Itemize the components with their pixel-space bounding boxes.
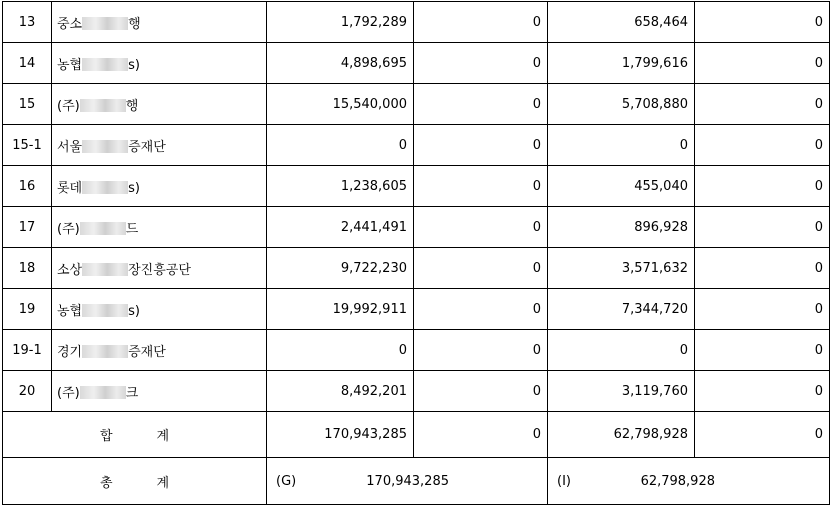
amount-col3: 5,708,880 <box>548 84 695 125</box>
subtotal-label-a: 합 <box>99 429 113 444</box>
amount-col2: 0 <box>414 371 548 412</box>
redacted-block <box>82 304 128 317</box>
name-suffix: 행 <box>128 16 141 32</box>
institution-name <box>52 248 267 289</box>
name-suffix: s) <box>128 57 140 73</box>
total-i-tag: (I) <box>557 473 571 489</box>
row-number: 19-1 <box>3 330 52 371</box>
amount-col4: 0 <box>695 125 830 166</box>
redacted-block <box>82 17 128 30</box>
subtotal-label <box>3 412 267 458</box>
redacted-block <box>82 263 128 276</box>
amount-col4: 0 <box>695 289 830 330</box>
redacted-block <box>80 386 126 399</box>
amount-col1: 1,792,289 <box>267 2 414 43</box>
amount-col2: 0 <box>414 2 548 43</box>
total-label-a: 총 <box>99 475 113 491</box>
name-suffix: 크 <box>125 385 139 401</box>
name-suffix: 증재단 <box>128 139 166 155</box>
redacted-block <box>82 181 128 194</box>
amount-col4: 0 <box>695 166 830 207</box>
total-row <box>3 458 830 505</box>
row-number: 19 <box>3 289 52 330</box>
amount-col1: 1,238,605 <box>267 166 414 207</box>
amount-col1: 9,722,230 <box>267 248 414 289</box>
total-label-b: 계 <box>156 475 170 491</box>
table-row <box>3 248 830 289</box>
row-number: 15 <box>3 84 52 125</box>
name-suffix: 장진흥공단 <box>128 262 191 278</box>
amounts-table <box>2 1 830 505</box>
amount-col2: 0 <box>414 248 548 289</box>
name-prefix: 롯데 <box>57 180 83 196</box>
amount-col4: 0 <box>695 248 830 289</box>
amount-col4: 0 <box>695 330 830 371</box>
institution-name <box>52 43 267 84</box>
total-label <box>3 458 267 505</box>
table-row <box>3 330 830 371</box>
amount-col3: 455,040 <box>548 166 695 207</box>
name-prefix: 농협 <box>57 57 83 73</box>
name-suffix: s) <box>128 303 140 319</box>
table-row <box>3 43 830 84</box>
amount-col3: 896,928 <box>548 207 695 248</box>
amount-col4: 0 <box>695 2 830 43</box>
institution-name <box>52 289 267 330</box>
amount-col2: 0 <box>414 289 548 330</box>
row-number: 13 <box>3 2 52 43</box>
institution-name <box>52 84 267 125</box>
row-number: 16 <box>3 166 52 207</box>
row-number: 20 <box>3 371 52 412</box>
name-prefix: (주) <box>57 221 80 237</box>
amount-col4: 0 <box>695 371 830 412</box>
institution-name <box>52 2 267 43</box>
amount-col3: 1,799,616 <box>548 43 695 84</box>
subtotal-col2: 0 <box>414 412 548 458</box>
total-g-value: 170,943,285 <box>366 473 449 489</box>
table-row <box>3 207 830 248</box>
institution-name <box>52 166 267 207</box>
amount-col2: 0 <box>414 43 548 84</box>
name-prefix: 중소 <box>57 16 83 32</box>
amount-col4: 0 <box>695 84 830 125</box>
amount-col2: 0 <box>414 207 548 248</box>
amount-col4: 0 <box>695 43 830 84</box>
institution-name <box>52 330 267 371</box>
name-prefix: 농협 <box>57 303 83 319</box>
amount-col1: 4,898,695 <box>267 43 414 84</box>
total-g-tag: (G) <box>276 473 297 489</box>
table-row <box>3 2 830 43</box>
name-prefix: (주) <box>57 385 80 401</box>
table-row <box>3 166 830 207</box>
name-suffix: 행 <box>125 98 139 114</box>
subtotal-row <box>3 412 830 458</box>
subtotal-col3: 62,798,928 <box>548 412 695 458</box>
name-suffix: 드 <box>125 221 139 237</box>
amount-col1: 0 <box>267 125 414 166</box>
amount-col3: 3,119,760 <box>548 371 695 412</box>
amount-col3: 0 <box>548 330 695 371</box>
row-number: 14 <box>3 43 52 84</box>
amount-col1: 2,441,491 <box>267 207 414 248</box>
row-number: 18 <box>3 248 52 289</box>
amount-col4: 0 <box>695 207 830 248</box>
amount-col1: 0 <box>267 330 414 371</box>
name-prefix: 경기 <box>57 344 83 360</box>
table-row <box>3 125 830 166</box>
name-suffix: 증재단 <box>128 344 166 360</box>
row-number: 17 <box>3 207 52 248</box>
name-prefix: 서울 <box>57 139 83 155</box>
redacted-block <box>80 99 126 112</box>
institution-name <box>52 207 267 248</box>
subtotal-col1: 170,943,285 <box>267 412 414 458</box>
redacted-block <box>82 140 128 153</box>
table-row <box>3 289 830 330</box>
amount-col2: 0 <box>414 125 548 166</box>
name-prefix: (주) <box>57 98 80 114</box>
table-row <box>3 84 830 125</box>
redacted-block <box>82 58 128 71</box>
amount-col3: 7,344,720 <box>548 289 695 330</box>
row-number: 15-1 <box>3 125 52 166</box>
table-body <box>3 2 830 412</box>
amount-col1: 15,540,000 <box>267 84 414 125</box>
institution-name <box>52 371 267 412</box>
amount-col2: 0 <box>414 84 548 125</box>
amount-col1: 19,992,911 <box>267 289 414 330</box>
redacted-block <box>80 222 126 235</box>
total-i-cell <box>548 458 830 505</box>
amount-col2: 0 <box>414 330 548 371</box>
amount-col3: 0 <box>548 125 695 166</box>
total-g-cell <box>267 458 548 505</box>
redacted-block <box>82 345 128 358</box>
subtotal-label-b: 계 <box>156 429 170 444</box>
amount-col1: 8,492,201 <box>267 371 414 412</box>
name-prefix: 소상 <box>57 262 83 278</box>
table-row <box>3 371 830 412</box>
amount-col3: 3,571,632 <box>548 248 695 289</box>
amount-col3: 658,464 <box>548 2 695 43</box>
amount-col2: 0 <box>414 166 548 207</box>
subtotal-col4: 0 <box>695 412 830 458</box>
name-suffix: s) <box>128 180 140 196</box>
total-i-value: 62,798,928 <box>640 473 715 489</box>
institution-name <box>52 125 267 166</box>
